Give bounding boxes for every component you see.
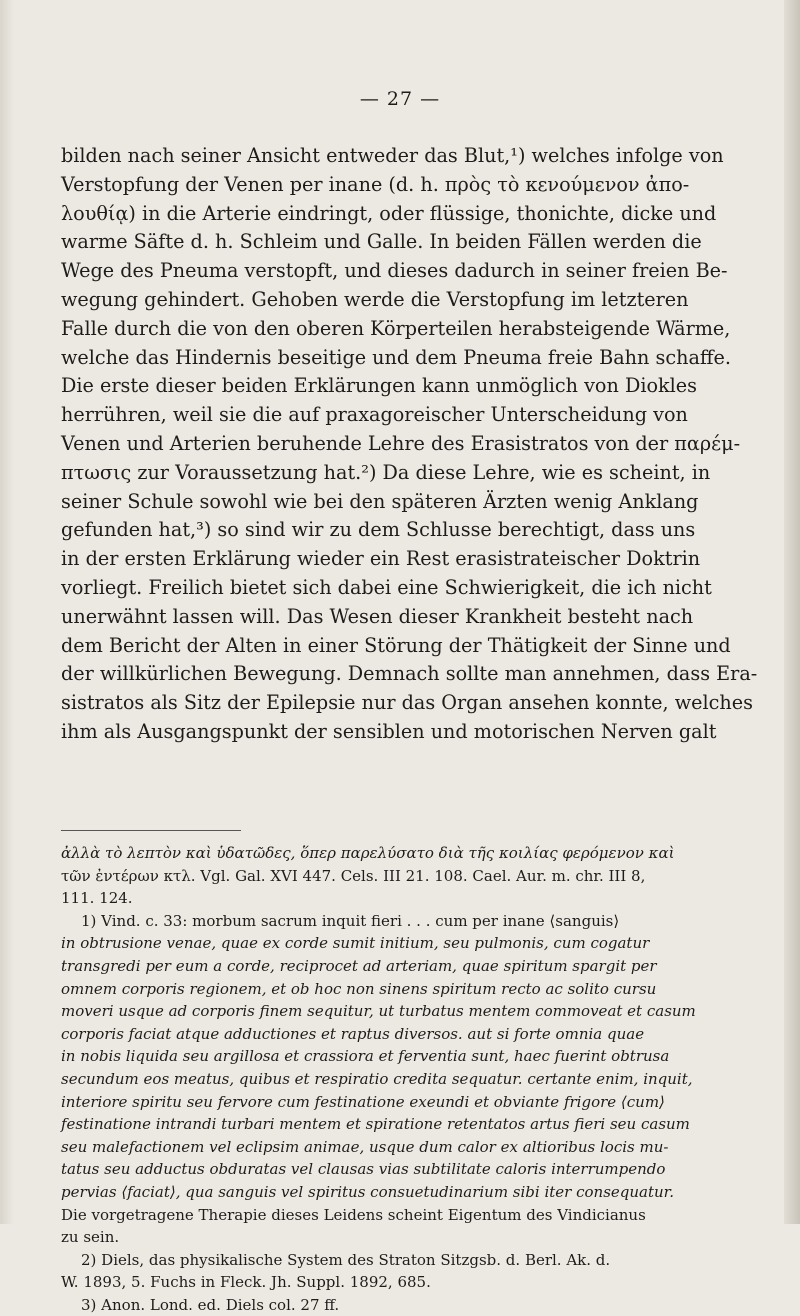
footnote-1-line: pervias ⟨faciat⟩, qua sanguis vel spiritus consuetudinarium sibi iter consequatur. [61,1182,674,1201]
body-line: gefunden hat,³) so sind wir zu dem Schlusse berechtigt, dass uns [61,518,696,542]
footnote-1-line: tatus seu adductus obduratas vel clausas vias subtilitate caloris interrumpendo [61,1160,666,1179]
body-line: welche das Hindernis beseitige und dem Pneuma freie Bahn schaffe. [61,345,731,369]
body-line: bilden nach seiner Ansicht entweder das Blut,¹) welches infolge von [61,144,724,167]
footnote-1-line: in nobis liquida seu argillosa et crassiora et ferventia sunt, haec fuerint obtrusa [61,1047,670,1066]
body-line: Verstopfung der Venen per inane (d. h. πρὸς τὸ κενούμενον ἀπο- [61,172,690,196]
page-edge [784,0,800,1224]
body-line: in der ersten Erklärung wieder ein Rest erasistrateischer Doktrin [61,547,701,571]
body-line: der willkürlichen Bewegung. Demnach sollte man annehmen, dass Era- [61,662,758,686]
main-text [61,142,767,747]
footnote-1-line: moveri usque ad corporis finem sequitur, ut turbatus mentem commoveat et casum [61,1002,696,1021]
body-line: warme Säfte d. h. Schleim und Galle. In beiden Fällen werden die [61,230,702,254]
footnote-line: τῶν ἐντέρων κτλ. Vgl. Gal. XVI 447. Cels. III 21. 108. Cael. Aur. m. chr. III 8, [61,866,646,885]
body-line: Venen und Arterien beruhende Lehre des Erasistratos von der παρέμ- [61,431,741,455]
footnote-1-line: transgredi per eum a corde, reciprocet ad arteriam, quae spiritum spargit per [61,956,657,975]
footnote-2-line: W. 1893, 5. Fuchs in Fleck. Jh. Suppl. 1892, 685. [61,1273,431,1292]
footnote-line: ἀλλὰ τὸ λεπτὸν καὶ ὑδατῶδες, ὅπερ παρελύσατο διὰ τῆς κοιλίας φερόμενον καὶ [61,844,675,862]
page-number: — 27 — [359,88,441,110]
footnote-1-line: secundum eos meatus, quibus et respiratio credita sequatur. certante enim, inquit, [61,1069,693,1088]
footnote-1-line: omnem corporis regionem, et ob hoc non sinens spiritum recto ac solito cursu [61,979,657,998]
body-line: Wege des Pneuma verstopft, und dieses dadurch in seiner freien Be- [61,259,728,283]
footnote-3-line: 3) Anon. Lond. ed. Diels col. 27 ff. [81,1295,340,1314]
footnote-2-line: 2) Diels, das physikalische System des Straton Sitzgsb. d. Berl. Ak. d. [81,1250,611,1269]
footnote-1-line: Die vorgetragene Therapie dieses Leidens scheint Eigentum des Vindicianus [61,1205,646,1224]
body-line: seiner Schule sowohl wie bei den späteren Ärzten wenig Anklang [61,489,699,513]
footnote-1-line: interiore spiritu seu fervore cum festinatione exeundi et obviante frigore ⟨cum⟩ [61,1092,665,1111]
body-line: wegung gehindert. Gehoben werde die Verstopfung im letzteren [61,287,689,311]
footnote-1-line: 1) Vind. c. 33: morbum sacrum inquit fieri . . . cum per inane ⟨sanguis⟩ [81,911,620,930]
body-line: herrühren, weil sie die auf praxagoreischer Unterscheidung von [61,403,688,427]
body-line: Die erste dieser beiden Erklärungen kann unmöglich von Diokles [61,374,697,398]
body-line: πτωσις zur Voraussetzung hat.²) Da diese Lehre, wie es scheint, in [61,460,711,484]
footnote-1-line: festinatione intrandi turbari mentem et spiratione retentatos artus fieri seu casum [61,1115,690,1134]
body-line: sistratos als Sitz der Epilepsie nur das Organ ansehen konnte, welches [61,691,753,715]
footnote-1-line: zu sein. [61,1228,120,1247]
body-line: vorliegt. Freilich bietet sich dabei eine Schwierigkeit, die ich nicht [61,575,712,599]
body-line: ihm als Ausgangspunkt der sensiblen und motorischen Nerven galt [61,719,717,743]
footnote-1-line: corporis faciat atque adductiones et raptus diversos. aut si forte omnia quae [61,1024,645,1043]
footnote-line: 111. 124. [61,889,133,908]
footnotes [61,842,767,1316]
page-gutter-shadow [0,0,14,1224]
body-line: dem Bericht der Alten in einer Störung der Thätigkeit der Sinne und [61,633,731,657]
footnote-1-line: seu malefactionem vel eclipsim animae, usque dum calor ex altioribus locis mu- [61,1137,669,1156]
body-line: Falle durch die von den oberen Körperteilen herabsteigende Wärme, [61,316,731,340]
body-line: unerwähnt lassen will. Das Wesen dieser Krankheit besteht nach [61,604,694,628]
body-line: λουθίᾳ) in die Arterie eindringt, oder flüssige, thonichte, dicke und [61,201,717,225]
footnote-rule [61,830,241,831]
footnote-1-line: in obtrusione venae, quae ex corde sumit initium, seu pulmonis, cum cogatur [61,934,650,953]
